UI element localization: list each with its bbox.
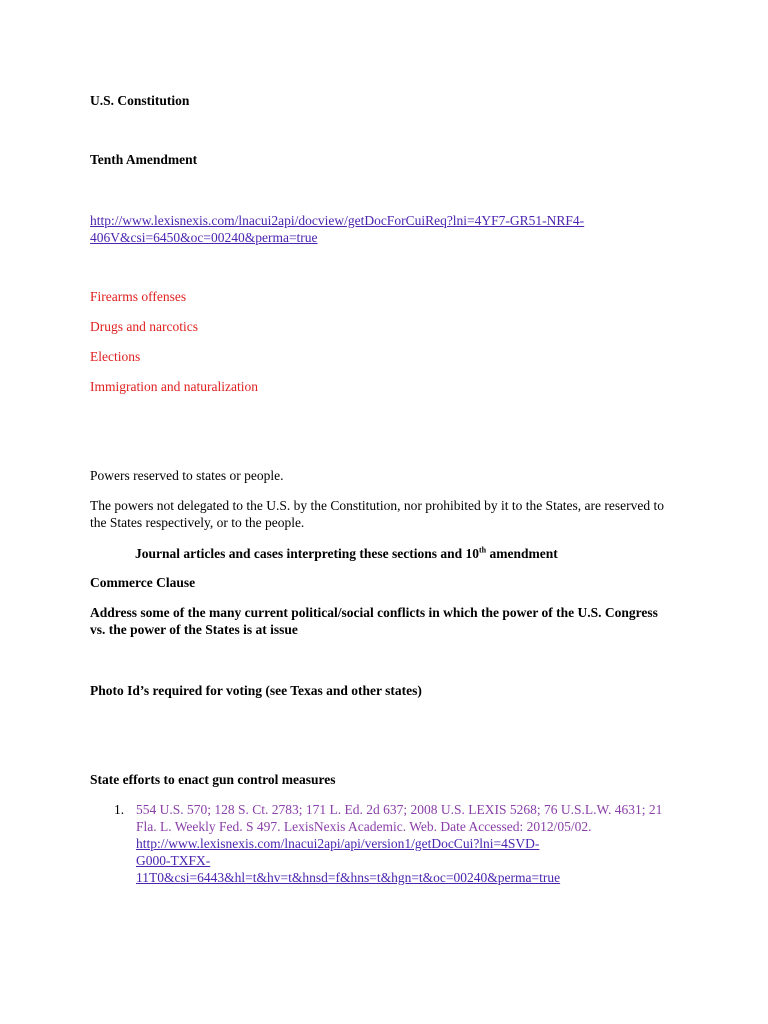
topic-item: Drugs and narcotics: [90, 319, 198, 334]
lexisnexis-link-line-2[interactable]: 406V&csi=6450&oc=00240&perma=true: [90, 230, 318, 245]
reference-citation: 554 U.S. 570; 128 S. Ct. 2783; 171 L. Ed. 2d 637; 2008 U.S. LEXIS 5268; 76 U.S.L.W. 4631; 21 Fla. L. Weekly Fed. S 497. LexisNexis Academic. Web. Date Accessed: 2012/05/02.: [136, 802, 663, 834]
journal-heading-text: Journal articles and cases interpreting these sections and 10: [135, 546, 479, 561]
reference-item: [136, 801, 666, 886]
journal-heading-tail: amendment: [486, 546, 558, 561]
photo-id-heading: Photo Id’s required for voting (see Texas and other states): [90, 683, 422, 698]
topic-item: Immigration and naturalization: [90, 379, 258, 394]
reference-link-line-3[interactable]: 11T0&csi=6443&hl=t&hv=t&hnsd=f&hns=t&hgn=t&oc=00240&perma=true: [136, 870, 561, 885]
commerce-clause-heading: Commerce Clause: [90, 575, 196, 590]
reference-link-line-1[interactable]: http://www.lexisnexis.com/lnacui2api/api/version1/getDocCui?lni=4SVD-: [136, 836, 540, 851]
lexisnexis-link-line-1[interactable]: http://www.lexisnexis.com/lnacui2api/docview/getDocForCuiReq?lni=4YF7-GR51-NRF4-: [90, 213, 585, 228]
powers-paragraph: The powers not delegated to the U.S. by the Constitution, nor prohibited by it to the States, are reserved to the States respectively, or to the people.: [90, 498, 665, 530]
topic-item: Firearms offenses: [90, 289, 187, 304]
journal-articles-heading: [135, 545, 558, 562]
document-title: U.S. Constitution: [90, 93, 190, 108]
ordinal-suffix: th: [479, 545, 487, 555]
address-conflicts-paragraph: Address some of the many current political/social conflicts in which the power of the U.S. Congress vs. the power of the States is at issue: [90, 605, 658, 637]
reference-link-line-2[interactable]: G000-TXFX-: [136, 853, 211, 868]
gun-control-heading: State efforts to enact gun control measures: [90, 772, 336, 787]
powers-heading: Powers reserved to states or people.: [90, 468, 284, 483]
topic-item: Elections: [90, 349, 141, 364]
document-subtitle: Tenth Amendment: [90, 152, 198, 167]
reference-number: 1.: [114, 802, 125, 817]
